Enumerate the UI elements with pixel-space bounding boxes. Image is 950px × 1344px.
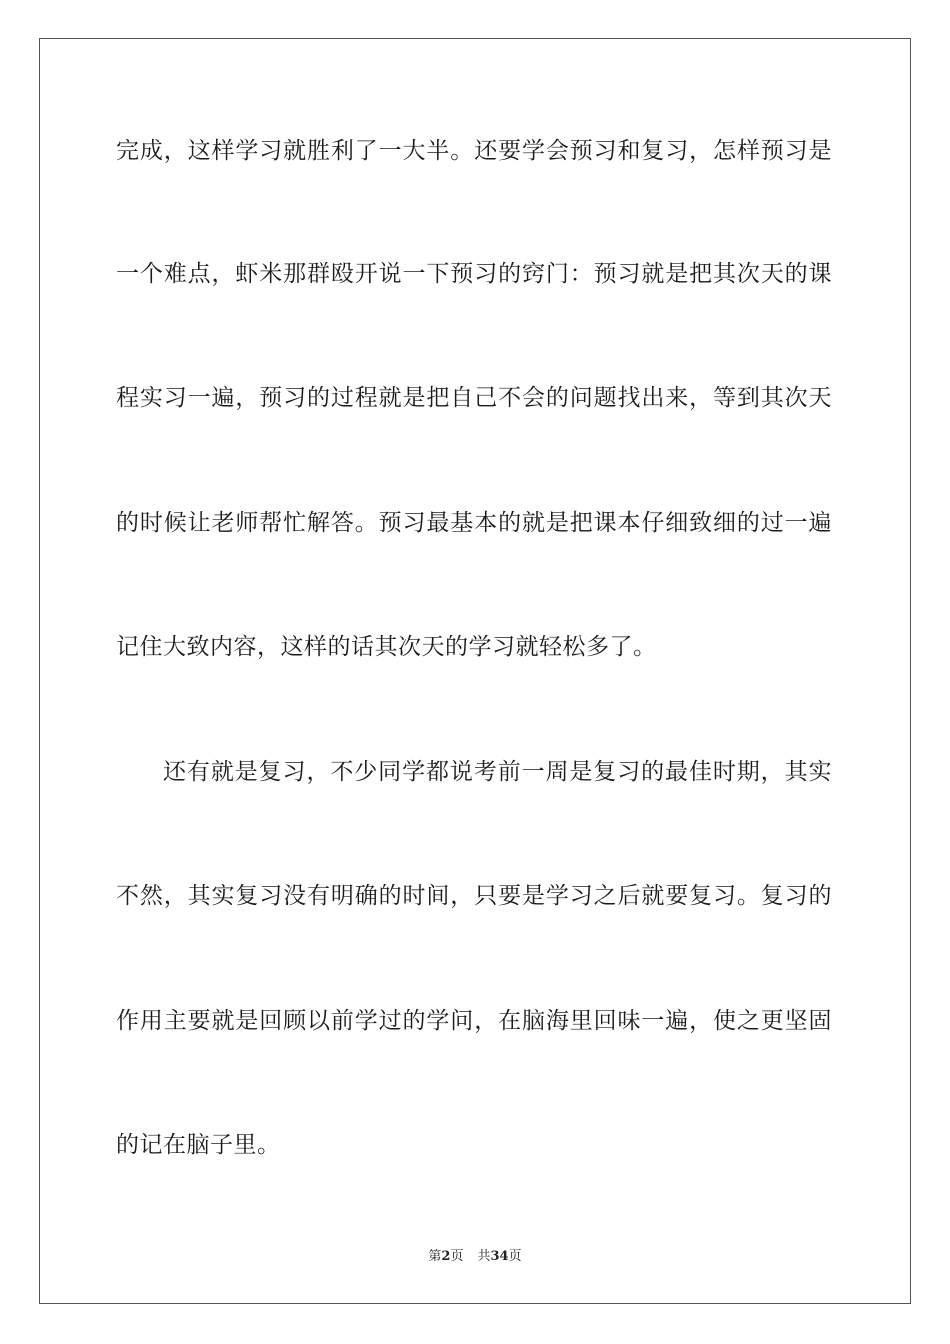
page-border — [39, 38, 911, 1304]
total-prefix: 共 — [477, 1249, 491, 1264]
body-line-1: 完成，这样学习就胜利了一大半。还要学会预习和复习，怎样预习是 — [116, 138, 832, 164]
body-line-3: 程实习一遍，预习的过程就是把自己不会的问题找出来，等到其次天 — [116, 385, 832, 411]
page-prefix: 第 — [428, 1249, 442, 1264]
page-footer — [0, 1248, 950, 1266]
page-number: 2 — [441, 1249, 451, 1264]
page-suffix: 页 — [450, 1249, 464, 1264]
body-line-4: 的时候让老师帮忙解答。预习最基本的就是把课本仔细致细的过一遍 — [116, 510, 832, 536]
total-suffix: 页 — [508, 1249, 522, 1264]
body-line-8: 作用主要就是回顾以前学过的学问，在脑海里回味一遍，使之更坚固 — [116, 1008, 832, 1034]
body-line-7: 不然，其实复习没有明确的时间，只要是学习之后就要复习。复习的 — [116, 883, 832, 909]
total-pages: 34 — [490, 1249, 509, 1264]
body-line-5: 记住大致内容，这样的话其次天的学习就轻松多了。 — [116, 634, 657, 660]
body-line-9: 的记在脑子里。 — [116, 1132, 281, 1158]
body-line-2: 一个难点，虾米那群殴开说一下预习的窍门：预习就是把其次天的课 — [116, 261, 832, 287]
body-line-6: 还有就是复习，不少同学都说考前一周是复习的最佳时期，其实 — [163, 759, 832, 785]
